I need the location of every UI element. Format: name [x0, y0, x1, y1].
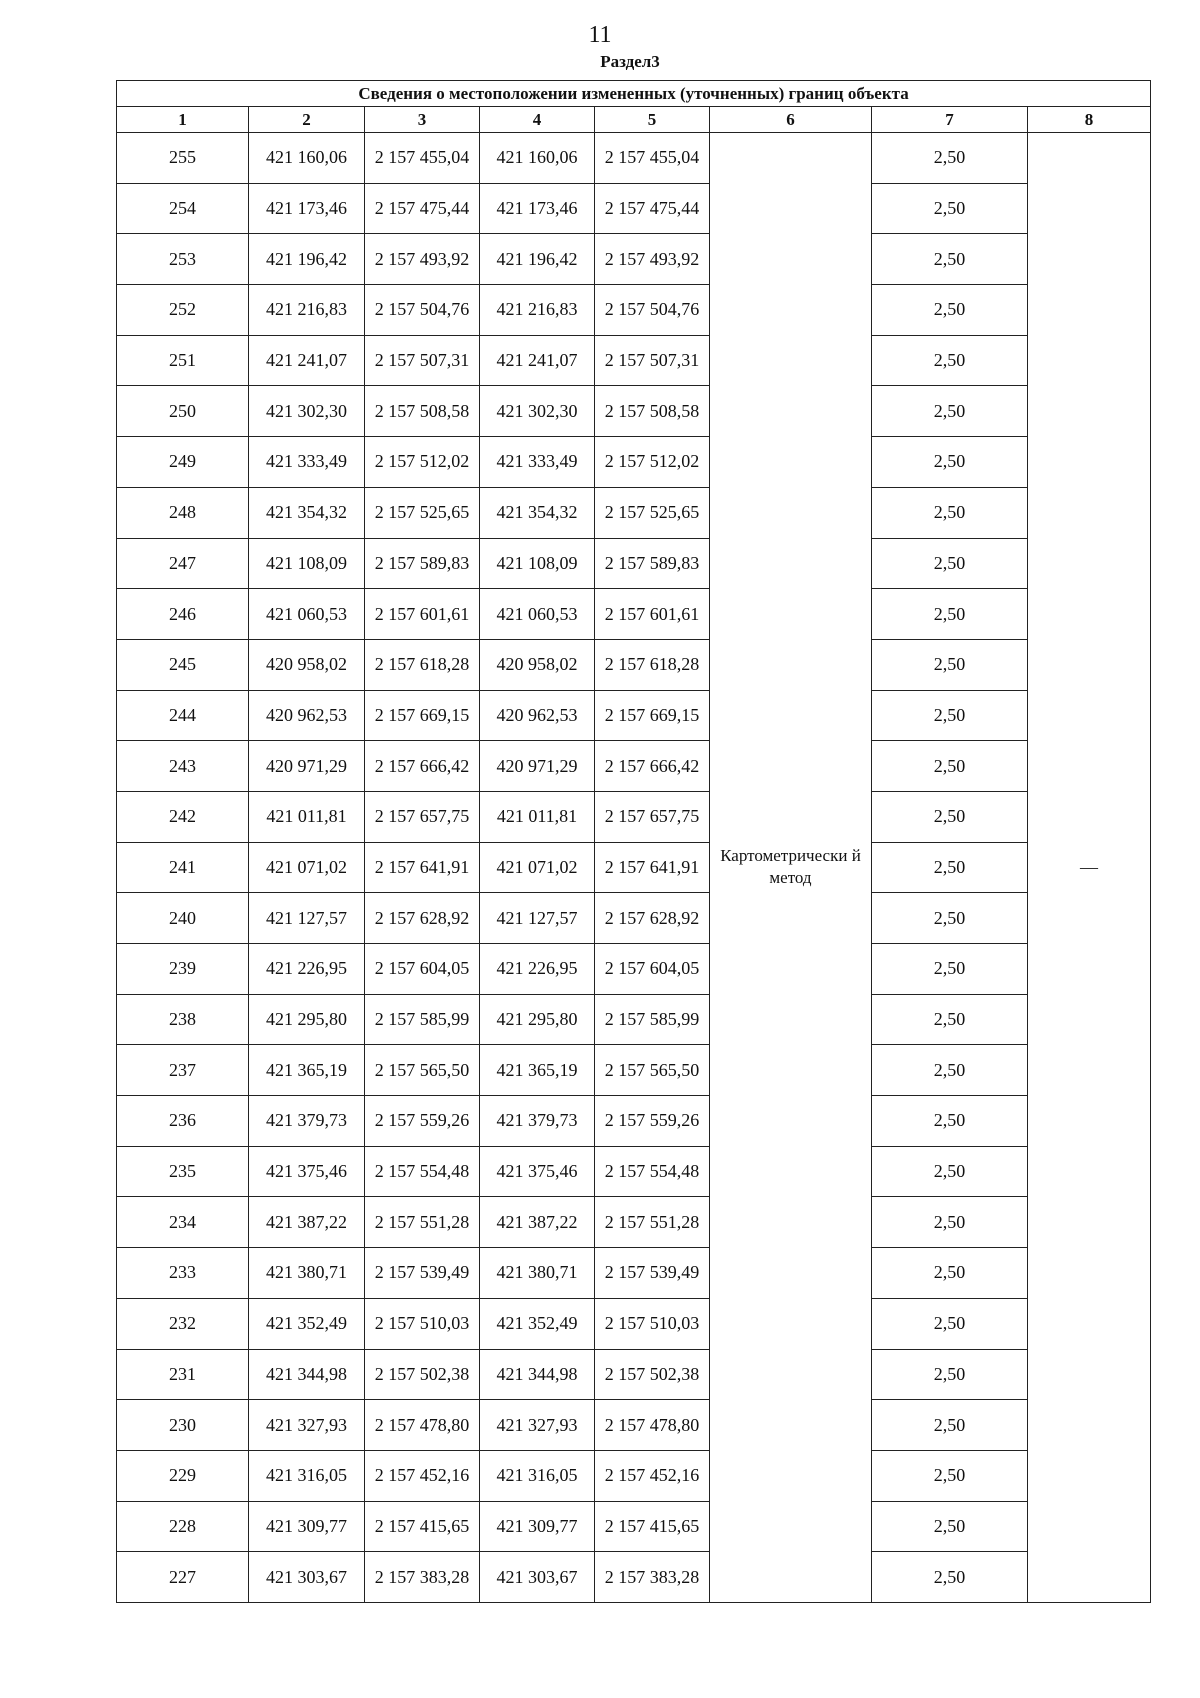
- accuracy-cell: 2,50: [872, 1450, 1028, 1501]
- point-number-cell: 245: [117, 639, 249, 690]
- point-number-cell: 230: [117, 1400, 249, 1451]
- point-number-cell: 244: [117, 690, 249, 741]
- column-number-7: 7: [872, 107, 1028, 133]
- table-title-row: [117, 81, 1151, 107]
- accuracy-cell: 2,50: [872, 133, 1028, 184]
- accuracy-cell: 2,50: [872, 741, 1028, 792]
- x-existing-cell: 421 327,93: [249, 1400, 365, 1451]
- x-new-cell: 421 160,06: [480, 133, 595, 184]
- point-number-cell: 252: [117, 285, 249, 336]
- accuracy-cell: 2,50: [872, 437, 1028, 488]
- y-existing-cell: 2 157 502,38: [365, 1349, 480, 1400]
- y-existing-cell: 2 157 565,50: [365, 1045, 480, 1096]
- table-row: [117, 183, 1151, 234]
- table-row: [117, 1501, 1151, 1552]
- y-existing-cell: 2 157 618,28: [365, 639, 480, 690]
- accuracy-cell: 2,50: [872, 893, 1028, 944]
- y-new-cell: 2 157 493,92: [595, 234, 710, 285]
- point-number-cell: 253: [117, 234, 249, 285]
- x-existing-cell: 421 309,77: [249, 1501, 365, 1552]
- y-new-cell: 2 157 657,75: [595, 791, 710, 842]
- table-row: [117, 893, 1151, 944]
- column-number-row: [117, 107, 1151, 133]
- y-existing-cell: 2 157 504,76: [365, 285, 480, 336]
- x-existing-cell: 421 344,98: [249, 1349, 365, 1400]
- x-new-cell: 421 011,81: [480, 791, 595, 842]
- table-row: [117, 1400, 1151, 1451]
- x-existing-cell: 421 060,53: [249, 589, 365, 640]
- column-number-6: 6: [710, 107, 872, 133]
- table-row: [117, 133, 1151, 184]
- x-new-cell: 421 295,80: [480, 994, 595, 1045]
- point-number-cell: 255: [117, 133, 249, 184]
- y-existing-cell: 2 157 507,31: [365, 335, 480, 386]
- y-new-cell: 2 157 669,15: [595, 690, 710, 741]
- accuracy-cell: 2,50: [872, 1096, 1028, 1147]
- accuracy-cell: 2,50: [872, 1248, 1028, 1299]
- accuracy-cell: 2,50: [872, 183, 1028, 234]
- point-number-cell: 227: [117, 1552, 249, 1603]
- table-row: [117, 234, 1151, 285]
- y-new-cell: 2 157 510,03: [595, 1298, 710, 1349]
- point-number-cell: 246: [117, 589, 249, 640]
- x-existing-cell: 421 071,02: [249, 842, 365, 893]
- table-row: [117, 741, 1151, 792]
- y-new-cell: 2 157 512,02: [595, 437, 710, 488]
- point-number-cell: 232: [117, 1298, 249, 1349]
- y-new-cell: 2 157 478,80: [595, 1400, 710, 1451]
- x-new-cell: 421 216,83: [480, 285, 595, 336]
- table-row: [117, 944, 1151, 995]
- y-existing-cell: 2 157 478,80: [365, 1400, 480, 1451]
- x-new-cell: 421 333,49: [480, 437, 595, 488]
- table-row: [117, 1146, 1151, 1197]
- accuracy-cell: 2,50: [872, 487, 1028, 538]
- section-title: Раздел3: [600, 52, 660, 71]
- table-row: [117, 1248, 1151, 1299]
- y-existing-cell: 2 157 415,65: [365, 1501, 480, 1552]
- x-new-cell: 421 387,22: [480, 1197, 595, 1248]
- point-number-cell: 249: [117, 437, 249, 488]
- y-existing-cell: 2 157 589,83: [365, 538, 480, 589]
- x-existing-cell: 420 958,02: [249, 639, 365, 690]
- y-existing-cell: 2 157 604,05: [365, 944, 480, 995]
- point-number-cell: 238: [117, 994, 249, 1045]
- point-number-cell: 231: [117, 1349, 249, 1400]
- x-new-cell: 421 196,42: [480, 234, 595, 285]
- y-existing-cell: 2 157 452,16: [365, 1450, 480, 1501]
- x-existing-cell: 421 316,05: [249, 1450, 365, 1501]
- accuracy-cell: 2,50: [872, 1349, 1028, 1400]
- y-new-cell: 2 157 618,28: [595, 639, 710, 690]
- y-new-cell: 2 157 508,58: [595, 386, 710, 437]
- point-number-cell: 240: [117, 893, 249, 944]
- y-existing-cell: 2 157 512,02: [365, 437, 480, 488]
- table-row: [117, 285, 1151, 336]
- x-existing-cell: 421 173,46: [249, 183, 365, 234]
- point-number-cell: 237: [117, 1045, 249, 1096]
- x-new-cell: 421 060,53: [480, 589, 595, 640]
- column-number-4: 4: [480, 107, 595, 133]
- y-new-cell: 2 157 502,38: [595, 1349, 710, 1400]
- x-new-cell: 421 365,19: [480, 1045, 595, 1096]
- accuracy-cell: 2,50: [872, 234, 1028, 285]
- y-new-cell: 2 157 507,31: [595, 335, 710, 386]
- table-row: [117, 690, 1151, 741]
- table-row: [117, 538, 1151, 589]
- accuracy-cell: 2,50: [872, 335, 1028, 386]
- x-new-cell: 421 127,57: [480, 893, 595, 944]
- y-new-cell: 2 157 504,76: [595, 285, 710, 336]
- point-number-cell: 234: [117, 1197, 249, 1248]
- table-row: [117, 589, 1151, 640]
- point-number-cell: 233: [117, 1248, 249, 1299]
- point-number-cell: 236: [117, 1096, 249, 1147]
- accuracy-cell: 2,50: [872, 690, 1028, 741]
- x-existing-cell: 421 333,49: [249, 437, 365, 488]
- x-existing-cell: 421 295,80: [249, 994, 365, 1045]
- point-number-cell: 254: [117, 183, 249, 234]
- y-new-cell: 2 157 641,91: [595, 842, 710, 893]
- x-new-cell: 421 316,05: [480, 1450, 595, 1501]
- y-existing-cell: 2 157 510,03: [365, 1298, 480, 1349]
- table-row: [117, 386, 1151, 437]
- table-row: [117, 1096, 1151, 1147]
- point-number-cell: 250: [117, 386, 249, 437]
- table-title: Сведения о местоположении измененных (уточненных) границ объекта: [117, 81, 1151, 107]
- point-number-cell: 228: [117, 1501, 249, 1552]
- accuracy-cell: 2,50: [872, 1501, 1028, 1552]
- y-existing-cell: 2 157 551,28: [365, 1197, 480, 1248]
- y-existing-cell: 2 157 539,49: [365, 1248, 480, 1299]
- x-existing-cell: 421 241,07: [249, 335, 365, 386]
- point-number-cell: 248: [117, 487, 249, 538]
- table-row: [117, 1045, 1151, 1096]
- y-existing-cell: 2 157 559,26: [365, 1096, 480, 1147]
- column-number-2: 2: [249, 107, 365, 133]
- y-new-cell: 2 157 604,05: [595, 944, 710, 995]
- x-existing-cell: 421 127,57: [249, 893, 365, 944]
- point-number-cell: 242: [117, 791, 249, 842]
- x-new-cell: 421 309,77: [480, 1501, 595, 1552]
- x-existing-cell: 421 226,95: [249, 944, 365, 995]
- point-number-cell: 239: [117, 944, 249, 995]
- y-new-cell: 2 157 415,65: [595, 1501, 710, 1552]
- x-new-cell: 421 302,30: [480, 386, 595, 437]
- y-new-cell: 2 157 565,50: [595, 1045, 710, 1096]
- accuracy-cell: 2,50: [872, 994, 1028, 1045]
- y-new-cell: 2 157 559,26: [595, 1096, 710, 1147]
- y-new-cell: 2 157 455,04: [595, 133, 710, 184]
- y-existing-cell: 2 157 383,28: [365, 1552, 480, 1603]
- x-new-cell: 420 971,29: [480, 741, 595, 792]
- y-existing-cell: 2 157 585,99: [365, 994, 480, 1045]
- table-row: [117, 1552, 1151, 1603]
- x-new-cell: 421 327,93: [480, 1400, 595, 1451]
- y-existing-cell: 2 157 666,42: [365, 741, 480, 792]
- x-new-cell: 421 375,46: [480, 1146, 595, 1197]
- accuracy-cell: 2,50: [872, 944, 1028, 995]
- y-new-cell: 2 157 554,48: [595, 1146, 710, 1197]
- table-body: [117, 133, 1151, 1603]
- point-number-cell: 251: [117, 335, 249, 386]
- point-number-cell: 243: [117, 741, 249, 792]
- column-number-8: 8: [1028, 107, 1151, 133]
- accuracy-cell: 2,50: [872, 285, 1028, 336]
- y-new-cell: 2 157 601,61: [595, 589, 710, 640]
- y-new-cell: 2 157 585,99: [595, 994, 710, 1045]
- accuracy-cell: 2,50: [872, 791, 1028, 842]
- y-existing-cell: 2 157 475,44: [365, 183, 480, 234]
- x-existing-cell: 421 375,46: [249, 1146, 365, 1197]
- y-new-cell: 2 157 539,49: [595, 1248, 710, 1299]
- column-8-cell: —: [1028, 133, 1151, 1603]
- point-number-cell: 247: [117, 538, 249, 589]
- y-existing-cell: 2 157 525,65: [365, 487, 480, 538]
- y-new-cell: 2 157 452,16: [595, 1450, 710, 1501]
- point-number-cell: 241: [117, 842, 249, 893]
- table-row: [117, 1349, 1151, 1400]
- x-existing-cell: 421 365,19: [249, 1045, 365, 1096]
- accuracy-cell: 2,50: [872, 1045, 1028, 1096]
- table-row: [117, 842, 1151, 893]
- y-existing-cell: 2 157 601,61: [365, 589, 480, 640]
- y-existing-cell: 2 157 554,48: [365, 1146, 480, 1197]
- accuracy-cell: 2,50: [872, 386, 1028, 437]
- coordinates-table: [116, 80, 1151, 1603]
- point-number-cell: 229: [117, 1450, 249, 1501]
- x-existing-cell: 421 216,83: [249, 285, 365, 336]
- accuracy-cell: 2,50: [872, 1552, 1028, 1603]
- x-existing-cell: 421 108,09: [249, 538, 365, 589]
- y-existing-cell: 2 157 493,92: [365, 234, 480, 285]
- page-number: 11: [588, 22, 612, 48]
- accuracy-cell: 2,50: [872, 1400, 1028, 1451]
- y-new-cell: 2 157 666,42: [595, 741, 710, 792]
- y-existing-cell: 2 157 641,91: [365, 842, 480, 893]
- accuracy-cell: 2,50: [872, 639, 1028, 690]
- table-row: [117, 335, 1151, 386]
- accuracy-cell: 2,50: [872, 842, 1028, 893]
- y-new-cell: 2 157 475,44: [595, 183, 710, 234]
- x-existing-cell: 421 352,49: [249, 1298, 365, 1349]
- x-new-cell: 421 241,07: [480, 335, 595, 386]
- table-row: [117, 487, 1151, 538]
- x-new-cell: 421 354,32: [480, 487, 595, 538]
- x-existing-cell: 420 971,29: [249, 741, 365, 792]
- x-existing-cell: 421 380,71: [249, 1248, 365, 1299]
- table-row: [117, 1197, 1151, 1248]
- x-existing-cell: 421 387,22: [249, 1197, 365, 1248]
- x-existing-cell: 421 302,30: [249, 386, 365, 437]
- x-existing-cell: 420 962,53: [249, 690, 365, 741]
- table-row: [117, 1298, 1151, 1349]
- y-existing-cell: 2 157 455,04: [365, 133, 480, 184]
- y-existing-cell: 2 157 657,75: [365, 791, 480, 842]
- column-number-5: 5: [595, 107, 710, 133]
- x-existing-cell: 421 303,67: [249, 1552, 365, 1603]
- x-existing-cell: 421 011,81: [249, 791, 365, 842]
- table-row: [117, 994, 1151, 1045]
- point-number-cell: 235: [117, 1146, 249, 1197]
- x-new-cell: 421 344,98: [480, 1349, 595, 1400]
- accuracy-cell: 2,50: [872, 1197, 1028, 1248]
- x-new-cell: 420 958,02: [480, 639, 595, 690]
- x-existing-cell: 421 379,73: [249, 1096, 365, 1147]
- x-new-cell: 420 962,53: [480, 690, 595, 741]
- column-number-3: 3: [365, 107, 480, 133]
- x-new-cell: 421 380,71: [480, 1248, 595, 1299]
- accuracy-cell: 2,50: [872, 589, 1028, 640]
- x-new-cell: 421 303,67: [480, 1552, 595, 1603]
- table-row: [117, 437, 1151, 488]
- table-row: [117, 639, 1151, 690]
- x-new-cell: 421 379,73: [480, 1096, 595, 1147]
- table-row: [117, 791, 1151, 842]
- x-existing-cell: 421 196,42: [249, 234, 365, 285]
- x-new-cell: 421 108,09: [480, 538, 595, 589]
- y-new-cell: 2 157 525,65: [595, 487, 710, 538]
- method-cell: Картометрически й метод: [710, 133, 872, 1603]
- y-existing-cell: 2 157 628,92: [365, 893, 480, 944]
- x-new-cell: 421 173,46: [480, 183, 595, 234]
- y-existing-cell: 2 157 669,15: [365, 690, 480, 741]
- accuracy-cell: 2,50: [872, 1146, 1028, 1197]
- y-new-cell: 2 157 628,92: [595, 893, 710, 944]
- column-number-1: 1: [117, 107, 249, 133]
- x-existing-cell: 421 160,06: [249, 133, 365, 184]
- x-existing-cell: 421 354,32: [249, 487, 365, 538]
- x-new-cell: 421 226,95: [480, 944, 595, 995]
- accuracy-cell: 2,50: [872, 1298, 1028, 1349]
- x-new-cell: 421 352,49: [480, 1298, 595, 1349]
- y-existing-cell: 2 157 508,58: [365, 386, 480, 437]
- y-new-cell: 2 157 551,28: [595, 1197, 710, 1248]
- x-new-cell: 421 071,02: [480, 842, 595, 893]
- y-new-cell: 2 157 383,28: [595, 1552, 710, 1603]
- table-row: [117, 1450, 1151, 1501]
- accuracy-cell: 2,50: [872, 538, 1028, 589]
- y-new-cell: 2 157 589,83: [595, 538, 710, 589]
